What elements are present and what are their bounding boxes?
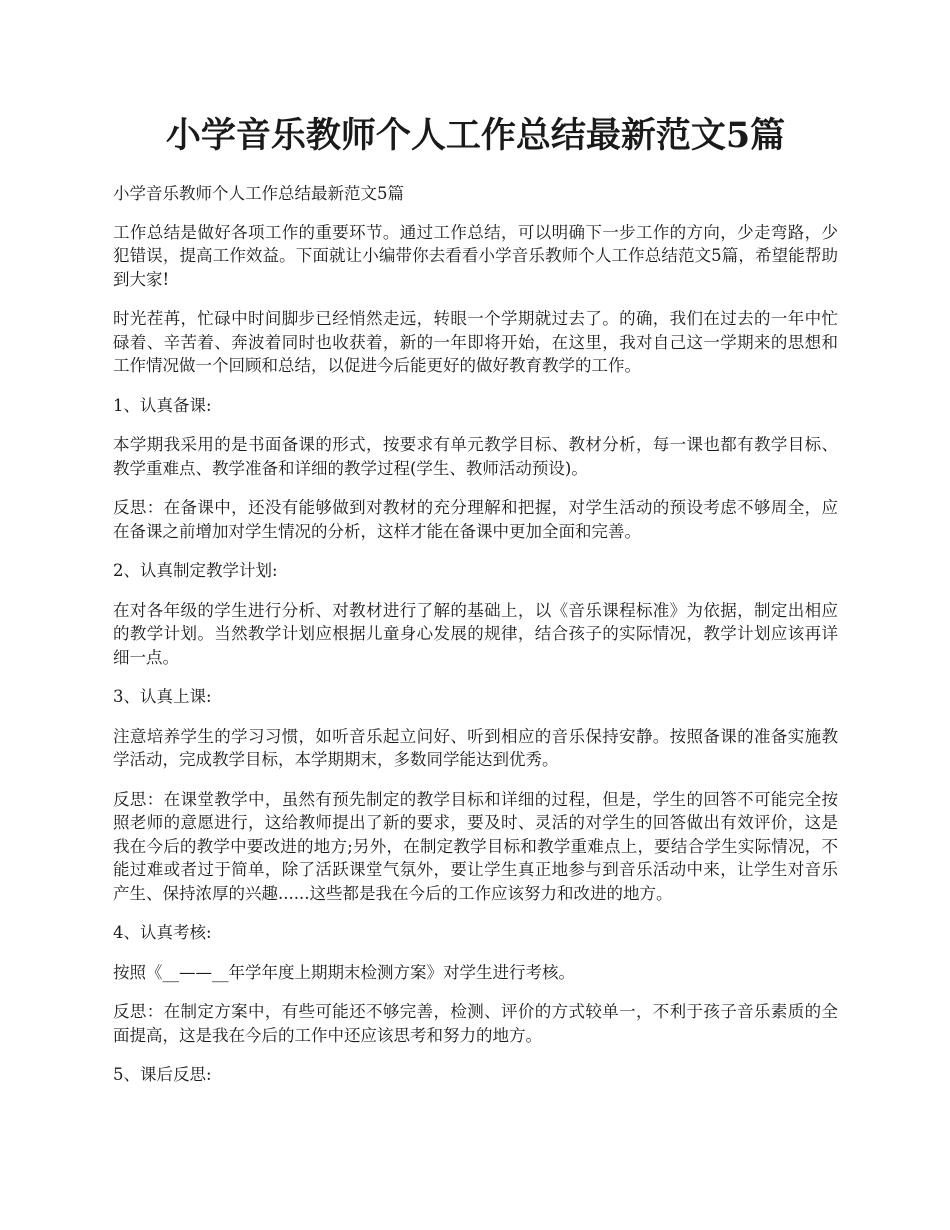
intro-paragraph: 工作总结是做好各项工作的重要环节。通过工作总结，可以明确下一步工作的方向，少走弯路，少犯错误，提高工作效益。下面就让小编带你去看看小学音乐教师个人工作总结范文5篇，希望能帮助到大家! bbox=[113, 222, 838, 289]
section-heading-class: 3、认真上课: bbox=[113, 687, 212, 706]
assessment-reflection: 反思：在制定方案中，有些可能还不够完善，检测、评价的方式较单一，不利于孩子音乐素质的全面提高，这是我在今后的工作中还应该思考和努力的地方。 bbox=[113, 1002, 838, 1045]
teaching-plan-paragraph: 在对各年级的学生进行分析、对教材进行了解的基础上，以《音乐课程标准》为依据，制定出相应的教学计划。当然教学计划应根据儿童身心发展的规律，结合孩子的实际情况，教学计划应该再详细一点。 bbox=[113, 600, 838, 667]
lesson-prep-paragraph: 本学期我采用的是书面备课的形式，按要求有单元教学目标、教材分析，每一课也都有教学目标、教学重难点、教学准备和详细的教学过程(学生、教师活动预设)。 bbox=[113, 435, 838, 478]
section-heading-lesson-prep: 1、认真备课: bbox=[113, 395, 212, 415]
assessment-paragraph: 按照《__——__年学年度上期期末检测方案》对学生进行考核。 bbox=[113, 962, 575, 982]
section-heading-after-class: 5、课后反思: bbox=[113, 1065, 212, 1084]
class-paragraph: 注意培养学生的学习习惯，如听音乐起立问好、听到相应的音乐保持安静。按照备课的准备实施教学活动，完成教学目标，本学期期末，多数同学能达到优秀。 bbox=[113, 726, 838, 769]
opening-paragraph: 时光茬苒，忙碌中时间脚步已经悄然走远，转眼一个学期就过去了。的确，我们在过去的一年中忙碌着、辛苦着、奔波着同时也收获着，新的一年即将开始，在这里，我对自己这一学期来的思想和工作情况做一个回顾和总结，以促进今后能更好的做好教育教学的工作。 bbox=[113, 309, 838, 375]
class-reflection: 反思：在课堂教学中，虽然有预先制定的教学目标和详细的过程，但是，学生的回答不可能完全按照老师的意愿进行，这给教师提出了新的要求，要及时、灵活的对学生的回答做出有效评价，这是我在今后的教学中要改进的地方;另外，在制定教学目标和教学重难点上，要结合学生实际情况，不能过难或者过于简单，除了活跃课堂气氛外，要让学生真正地参与到音乐活动中来，让学生对音乐产生、保持浓厚的兴趣......这些都是我在今后的工作应该努力和改进的地方。 bbox=[113, 789, 838, 903]
section-heading-assessment: 4、认真考核: bbox=[113, 923, 212, 942]
lesson-prep-reflection: 反思：在备课中，还没有能够做到对教材的充分理解和把握，对学生活动的预设考虑不够周全，应在备课之前增加对学生情况的分析，这样才能在备课中更加全面和完善。 bbox=[113, 498, 838, 541]
document-body bbox=[113, 221, 838, 1087]
document-title: 小学音乐教师个人工作总结最新范文5篇 bbox=[165, 115, 786, 156]
section-heading-teaching-plan: 2、认真制定教学计划: bbox=[113, 561, 278, 580]
document-subtitle: 小学音乐教师个人工作总结最新范文5篇 bbox=[113, 184, 404, 203]
